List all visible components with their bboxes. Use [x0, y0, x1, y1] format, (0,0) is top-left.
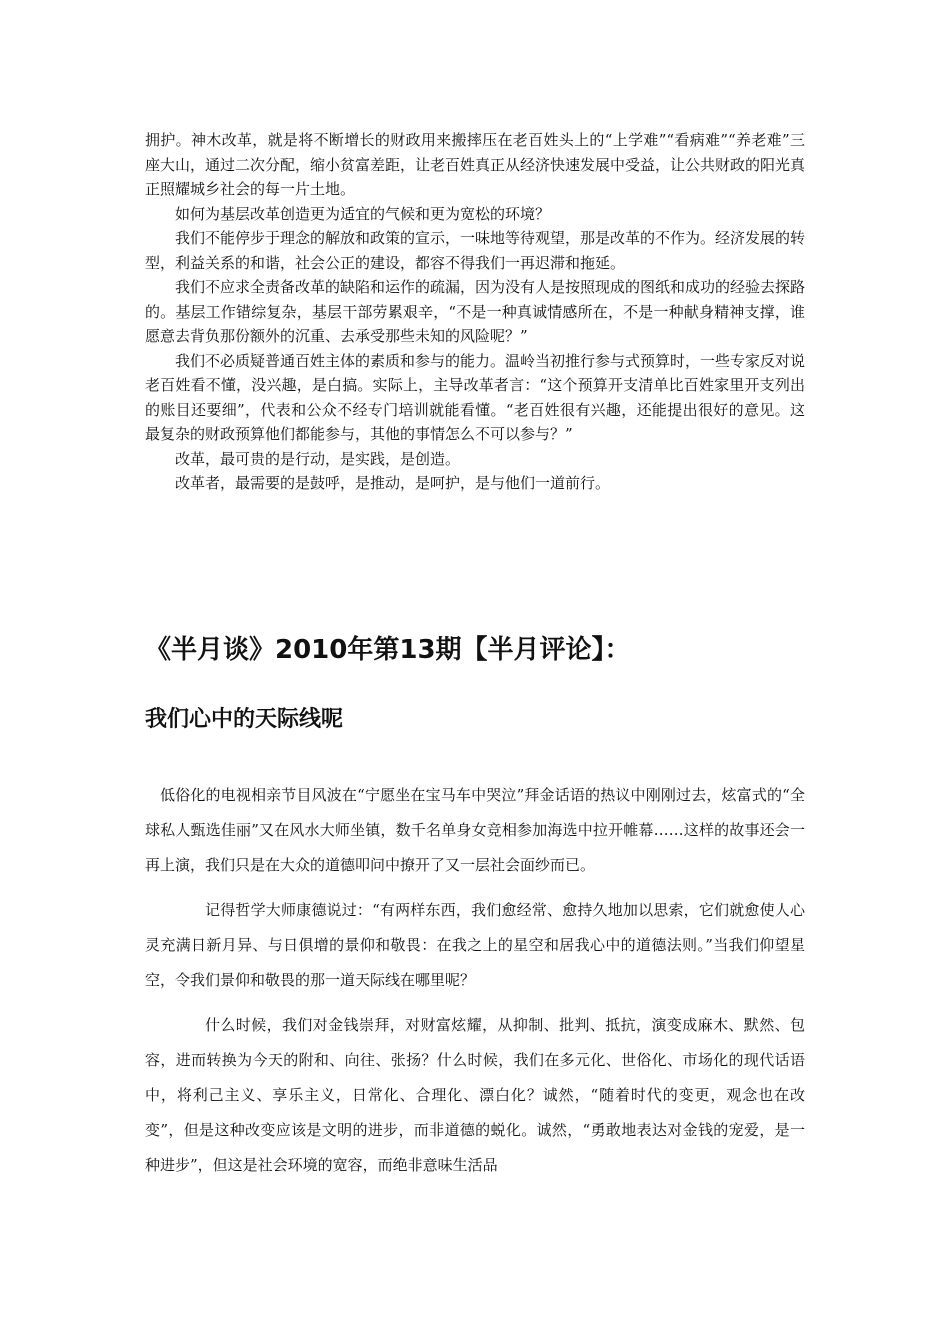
paragraph: 记得哲学大师康德说过：“有两样东西，我们愈经常、愈持久地加以思索，它们就愈使人心灵充满日新月异、与日俱增的景仰和敬畏：在我之上的星空和居我心中的道德法则。”当我们仰望星空，令我们景仰和敬畏的那一道天际线在哪里呢？	[145, 901, 805, 989]
paragraph: 我们不应求全责备改革的缺陷和运作的疏漏，因为没有人是按照现成的图纸和成功的经验去探路的。基层工作错综复杂，基层干部劳累艰辛，“不是一种真诚情感所在，不是一种献身精神支撑，谁愿意去背负那份额外的沉重、去承受那些未知的风险呢？”	[145, 278, 806, 345]
paragraph: 低俗化的电视相亲节目风波在“宁愿坐在宝马车中哭泣”拜金话语的热议中刚刚过去，炫富式的“全球私人甄选佳丽”又在风水大师坐镇，数千名单身女竞相参加海选中拉开帷幕……这样的故事还会一再上演，我们只是在大众的道德叩问中撩开了又一层社会面纱而已。	[145, 786, 805, 874]
paragraph: 我们不能停步于理念的解放和政策的宣示，一味地等待观望，那是改革的不作为。经济发展的转型，利益关系的和谐，社会公正的建设，都容不得我们一再迟滞和拖延。	[145, 229, 806, 272]
article-body	[145, 778, 805, 1193]
article-continuation	[145, 128, 805, 496]
paragraph: 改革，最可贵的是行动，是实践，是创造。	[175, 449, 461, 468]
paragraph: 我们不必质疑普通百姓主体的素质和参与的能力。温岭当初推行参与式预算时，一些专家反对说老百姓看不懂，没兴趣，是白搞。实际上，主导改革者言：“这个预算开支清单比百姓家里开支列出的账目还要细”，代表和公众不经专门培训就能看懂。“老百姓很有兴趣，还能提出很好的意见。这最复杂的财政预算他们都能参与，其他的事情怎么不可以参与？”	[145, 351, 806, 443]
section-heading: 《半月谈》2010年第13期【半月评论】：	[145, 635, 631, 665]
paragraph: 如何为基层改革创造更为适宜的气候和更为宽松的环境？	[175, 204, 551, 223]
paragraph: 什么时候，我们对金钱崇拜，对财富炫耀，从抑制、批判、抵抗，演变成麻木、默然、包容，进而转换为今天的附和、向往、张扬？什么时候，我们在多元化、世俗化、市场化的现代话语中，将利己主义、享乐主义，日常化、合理化、漂白化？诚然，“随着时代的变更，观念也在改变”，但是这种改变应该是文明的进步，而非道德的蜕化。诚然，“勇敢地表达对金钱的宠爱，是一种进步”，但这是社会环境的宽容，而绝非意味生活品	[145, 1016, 805, 1174]
paragraph: 拥护。神木改革，就是将不断增长的财政用来搬摔压在老百姓头上的“上学难”“看病难”“养老难”三座大山，通过二次分配，缩小贫富差距，让老百姓真正从经济快速发展中受益，让公共财政的阳光真正照耀城乡社会的每一片土地。	[145, 131, 806, 198]
paragraph: 改革者，最需要的是鼓呼，是推动，是呵护，是与他们一道前行。	[175, 474, 611, 492]
article-title: 我们心中的天际线呢	[145, 707, 344, 732]
